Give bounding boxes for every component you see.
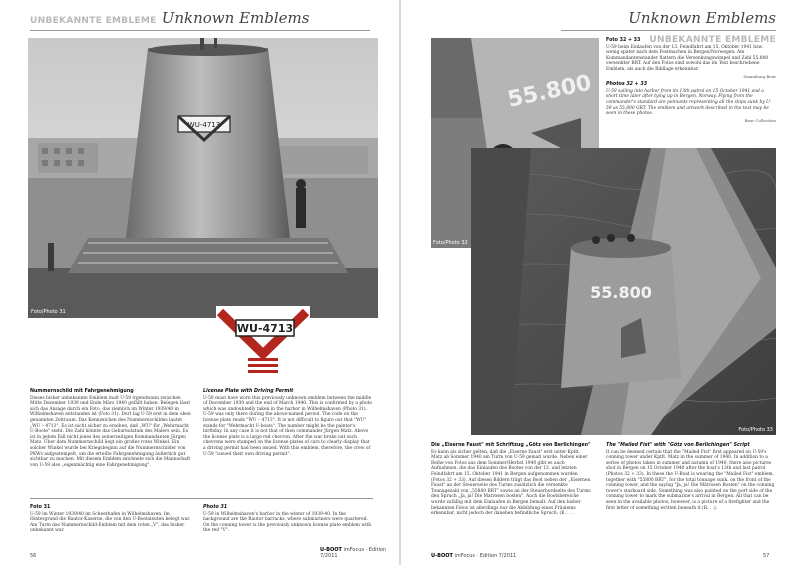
left-foot2-title: Photo 31 <box>203 505 228 510</box>
right-top-title2: Photos 32 + 33 <box>606 82 648 88</box>
right-header-english: Unknown Emblems <box>628 9 776 27</box>
right-col2-title: The "Mailed Fist" with "Götz von Berlichingen" Script <box>606 443 750 448</box>
emblem-reconstruction <box>216 306 310 380</box>
right-page-number: 57 <box>763 553 770 559</box>
left-footer-brand <box>320 547 399 559</box>
photo-32-caption: Foto/Photo 32 <box>433 240 468 246</box>
photo-31-caption: Foto/Photo 31 <box>31 309 66 315</box>
emblem-plate-text: WU-4713 <box>236 322 294 335</box>
photo-33-hull-number: 55.800 <box>590 283 652 302</box>
right-top-body2: U-59 sailing into harbor from its 13th patrol on 15 October 1941 and a short time later after tying up in Bergen, Norway. Flying from the commander's standard are pennants representing all the ships sunk by U-59 as 55,800 GRT. The emblem and artwork described in the text may be seen in these photos. <box>606 88 772 117</box>
right-col1-title: Die „Eiserne Faust" mit Schriftzug „Götz von Berlichingen" <box>431 443 591 448</box>
photo-33-image <box>471 148 776 435</box>
left-header-english: Unknown Emblems <box>161 9 310 27</box>
left-page-number: 56 <box>30 553 37 559</box>
left-page <box>0 0 399 565</box>
right-col1-text <box>431 443 591 517</box>
left-foot2-text <box>203 505 373 534</box>
left-footer-rule <box>30 498 373 499</box>
photo-33-caption: Foto/Photo 33 <box>738 427 773 433</box>
photo-31-image <box>28 38 378 318</box>
license-plate-emblem <box>216 306 310 380</box>
right-footer-brand <box>431 553 516 559</box>
left-col1-text <box>30 389 192 468</box>
right-page <box>401 0 800 565</box>
left-header <box>30 8 370 31</box>
left-col2-body: U-59 must have worn this previously unknown emblem between the middle of December 1939 and the end of March 1940. This is confirmed by a photo which was undoubtedly taken in the harbor in Wilhelmshaven (Photo 31). U-59 was only there during the above-named period. The code on the license plate reads "WU – 4713". It is not difficult to figure out that "WU" stands for "Wehrmacht U-boats". The number might be the painter's birthday. In any case it is not that of then commander Jürgen Matz. Above the license plate is a large red chevron. After the war broke out such chevrons were stamped on the license plates of cars to clearly display that a driving permit had been issued. With this emblem, therefore, the crew of U-59 "issued their own driving permit". <box>203 395 373 457</box>
left-foot2-body: U-59 in Wilhelmshaven's harbor in the winter of 1939-40. In the background are the Bautor barracks, where submariners were quartered. On the conning tower is the previously unknown license plate emblem with the red "V". <box>203 511 372 534</box>
left-foot1-body: U-59 im Winter 1939/40 im Scheerhafen in Wilhelmshaven. Im Hintergrund die Bautor-Kaserne, die von den U-Bootsleuten belegt war. Am Turm das Nummernschild-Emblem mit dem roten „V", das bisher unbekannt war. <box>30 511 191 534</box>
left-col2-text <box>203 389 373 457</box>
photo-33 <box>471 148 776 435</box>
right-col1-body: Es kann als sicher gelten, daß die „Eiserne Faust" erst unter Kptlt. Matz ab Sommer 1940 am Turm von U-59 gemalt wurde. Neben einer Reihe von Fotos aus dem Sommer/Herbst 1940 gibt es auch Aufnahmen, die das Einlaufen des Bootes von der 13. und letzten Feindfahrt am 15. Oktober 1941 in Bergen aufgenommen wurden (Fotos 32 + 33). Auf diesen Bildern trägt das Boot neben der „Eisernen Faust" an der Steuerseite des Turms zusätzlich die versenkte Tonnagezahl von „55800 BRT" sowie an der Steuerbordseite des Turms den Spruch „Ja, ja! Die Matrosen bosten". Auch die Bootsbereiche wurde zufällig mit dem Einlaufen in Bergen bemalt. Auf den bisher bekannten Fotos ist allerdings nur die Abbildung eines Fräuleins erkennbar, nicht jedoch der daneben befindliche Spruch. (K. . . . <box>431 449 591 517</box>
right-footer-brand-name: U-BOOT <box>431 553 453 559</box>
right-col2-text <box>606 443 776 511</box>
photo-31 <box>28 38 378 318</box>
left-col2-title: License Plate with Driving Permit <box>203 389 294 394</box>
left-header-german: UNBEKANNTE EMBLEME <box>30 16 157 26</box>
right-header-german: UNBEKANNTE EMBLEME <box>649 35 776 45</box>
right-top-body1: U-59 beim Einlaufen von der 13. Feindfahrt am 15. Oktober 1941 bzw. wenig später nach dem Festmachen in Bergen/Norwegen. Am Kommandantenstander flattern die Versenkungswimpel und Zahl 55.800 versenkter BRT. Auf den Fotos sind sowohl das im Text beschriebene Emblem, als auch die Bildlage erkennbar. <box>606 44 769 72</box>
photo-31-plate-text: WU-4713 <box>187 121 221 129</box>
right-top-credit1: Sammlung Bear <box>743 73 776 79</box>
left-footer-brand-rest: imFocus · Edition 7/2011 <box>320 547 387 559</box>
left-col1-body: Dieses bisher unbekannte Emblem malt U-59 irgendwann zwischen Mitte Dezember 1939 und Ende März 1940 gefällt haben. Belegen lässt sich das Ansage durch ein Foto, das ziemlich im Winter 1939/40 in Wilhelmshaven entstanden ist (Foto 31). Dort lag U-59 erst in dem oben genannten Zeitraum. Das Kennzeichen des Nummernschildes lautet „WU – 4713". Es ist nicht sicher zu ersehen, daß „WU" für „Wehrmacht U-Boote" steht. Die Zahl könnte das Geburtsdatum des Malers sein. Es ist in jedem Fall nicht jenes des seinerzeitigen Kommandanten Jürgen Matz. Über dem Nummernschild liegt ein großes rotes Winkel. Ein solcher Winkel wurde bei Kriegsbeginn auf die Nummernschilder von PKWs aufgestempelt, um die erteilte Fahrgenehmigung äußerlich gut sichtbar zu machen. Mit diesem Emblem zeichnete sich die Mannschaft von U-59 also „eigenmächtig eine Fahrgenehmigung". <box>30 395 191 468</box>
right-top-text <box>606 38 776 123</box>
left-col1-title: Nummernschild mit Fahrgenehmigung <box>30 389 134 394</box>
left-foot1-title: Foto 31 <box>30 505 51 510</box>
right-col2-body: It can be deemed certain that the "Mailed Fist" first appeared on U-59's conning tower under Kptlt. Matz in the summer of 1940. In addition to a series of photos taken in summer and autumn of 1940, there also pictures shot in Bergen on 15 October 1940 after the boat's 13th and last patrol (Photos 32 + 33). In these the U-Boat is wearing the "Mailed Fist" emblem, together with "55800 BRT", for the total tonnage sunk, on the front of the conning tower, and the saying "Ja, ja! Die Mätrosen Bosten" on the conning tower's starboard side. Something was also painted on the port side of the conning tower to mark the submarine's arrival in Bergen. All that can be seen in the available photos, however, is a picture of a firefighter and the first letter of something written beneath it (R. . .). <box>606 449 775 511</box>
left-footer-brand-name: U-BOOT <box>320 547 342 553</box>
right-top-title1: Foto 32 + 33 <box>606 38 641 43</box>
left-foot1-text <box>30 505 192 534</box>
right-top-credit2: Bear Collection <box>744 117 776 123</box>
photo-32-hull-number: 55.800 <box>505 70 594 113</box>
right-footer-brand-rest: imFocus · Edition 7/2011 <box>454 553 517 559</box>
